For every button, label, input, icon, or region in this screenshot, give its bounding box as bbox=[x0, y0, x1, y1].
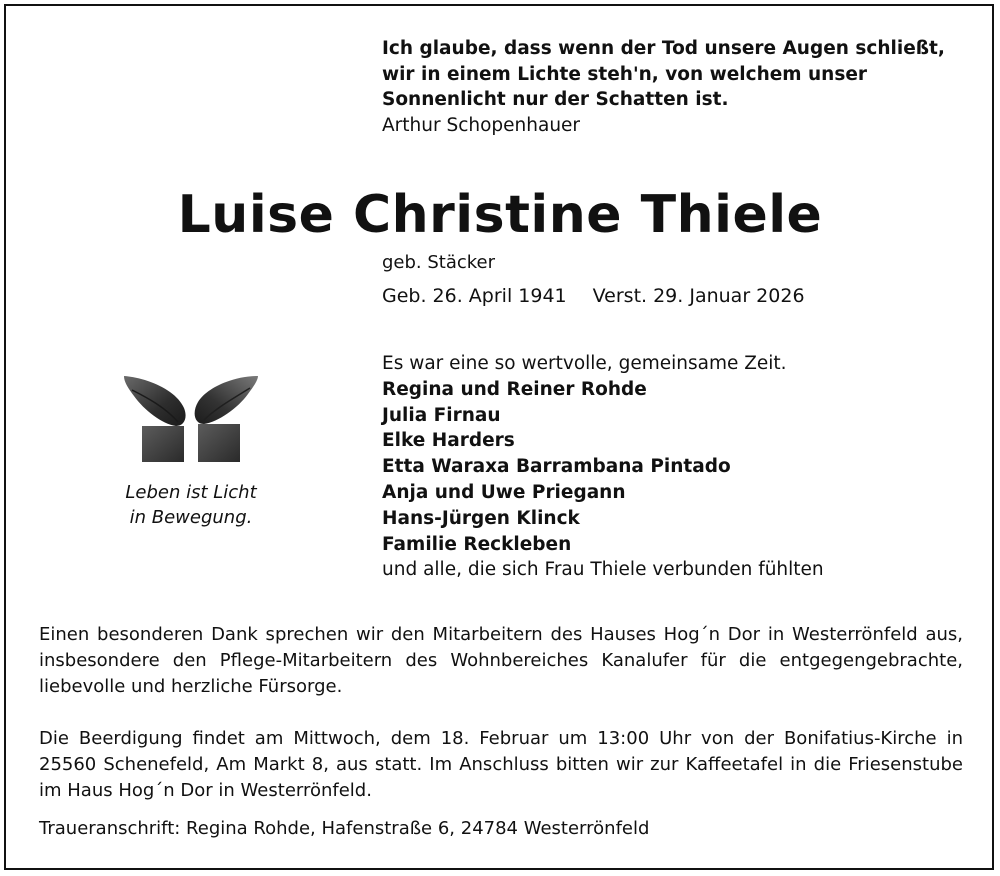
motto bbox=[90, 480, 292, 530]
mourners-outro: und alle, die sich Frau Thiele verbunden fühlten bbox=[382, 559, 824, 581]
motto-line: in Bewegung. bbox=[129, 507, 253, 528]
funeral-paragraph: Die Beerdigung findet am Mittwoch, dem 18. Februar um 13:00 Uhr von der Bonifatius-Kirche in 25560 Schenefeld, Am Markt 8, aus statt. Im Anschluss bitten wir zur Kaffeetafel in die Friesenstube im Haus Hog´n Dor in Westerrönfeld. bbox=[39, 728, 963, 801]
mourners-intro: Es war eine so wertvolle, gemeinsame Zeit. bbox=[382, 353, 787, 374]
epigraph-author: Arthur Schopenhauer bbox=[382, 114, 581, 136]
mourner-name: Etta Waraxa Barrambana Pintado bbox=[382, 456, 731, 478]
mourner-name: Julia Firnau bbox=[382, 404, 501, 426]
mourner-name: Regina und Reiner Rohde bbox=[382, 378, 647, 400]
epigraph bbox=[382, 36, 945, 138]
deceased-name: Luise Christine Thiele bbox=[177, 185, 823, 245]
epigraph-line: Sonnenlicht nur der Schatten ist. bbox=[382, 89, 729, 110]
epigraph-line: wir in einem Lichte steh'n, von welchem unser bbox=[382, 63, 868, 85]
maiden-name: geb. Stäcker bbox=[382, 252, 496, 273]
mourning-address: Traueranschrift: Regina Rohde, Hafenstraße 6, 24784 Westerrönfeld bbox=[39, 818, 650, 839]
life-dates bbox=[382, 285, 805, 307]
mourner-name: Anja und Uwe Priegann bbox=[382, 481, 626, 503]
mourners-list bbox=[382, 351, 824, 583]
epigraph-line: Ich glaube, dass wenn der Tod unsere Augen schließt, bbox=[382, 38, 945, 59]
thanks-paragraph: Einen besonderen Dank sprechen wir den Mitarbeitern des Hauses Hog´n Dor in Westerrönfeld aus, insbesondere den Pflege-Mitarbeitern des Wohnbereiches Kanalufer für die entgegengebrachte, liebevolle und herzliche Fürsorge. bbox=[39, 624, 963, 697]
mourner-name: Hans-Jürgen Klinck bbox=[382, 507, 580, 529]
mourner-name: Familie Reckleben bbox=[382, 533, 572, 555]
death-date: Verst. 29. Januar 2026 bbox=[592, 285, 805, 307]
birth-date: Geb. 26. April 1941 bbox=[382, 285, 567, 307]
motto-line: Leben ist Licht bbox=[125, 482, 257, 503]
wing-sculpture-image bbox=[118, 370, 264, 466]
mourner-name: Elke Harders bbox=[382, 430, 515, 452]
